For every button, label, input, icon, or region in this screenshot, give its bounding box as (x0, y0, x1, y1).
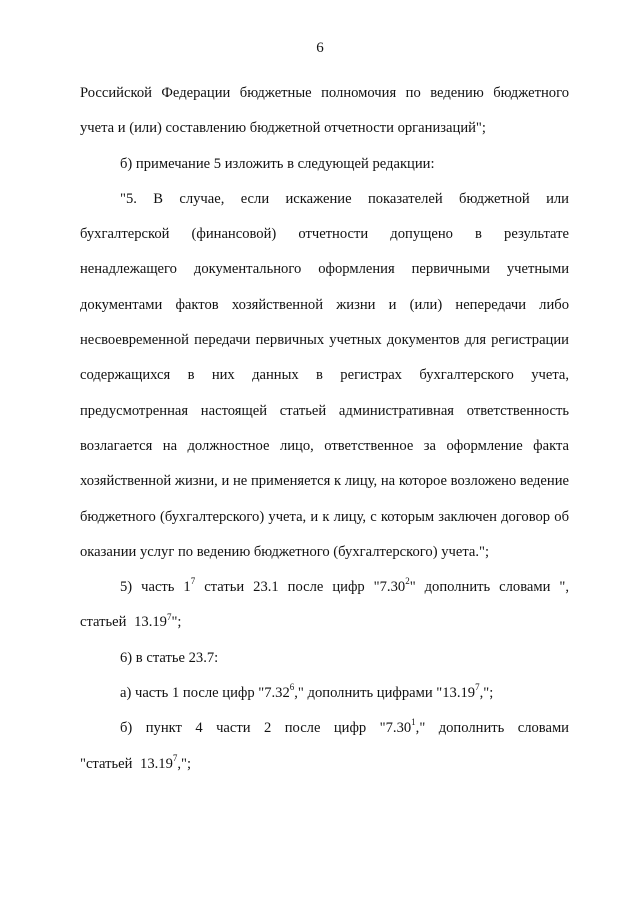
paragraph-note-5-text: "5. В случае, если искажение показателей бюджетной или бухгалтерской (финансовой) отчетности допущено в результате ненадлежащего документального оформления первичными учетными документами фактов хозяйственной жизни и (или) непередачи либо несвоевременной передачи первичных учетных документов для регистрации содержащихся в них данных в регистрах бухгалтерского учета, предусмотренная настоящей статьей административная ответственность возлагается на должностное лицо, ответственное за оформление факта хозяйственной жизни, и не применяется к лицу, на которое возложено ведение бюджетного (бухгалтерского) учета, и к лицу, с которым заключен договор об оказании услуг по ведению бюджетного (бухгалтерского) учета."; (80, 190, 569, 560)
superscript: 7 (166, 611, 172, 622)
text-fragment: статьи 23.1 после цифр "7.30 (195, 579, 406, 596)
text-fragment: ,"; (177, 755, 192, 772)
text-fragment: ," дополнить словами "статьей 13.19 (80, 720, 569, 772)
text-fragment: ," дополнить цифрами "13.19 (294, 685, 476, 702)
text-fragment: "; (171, 614, 182, 631)
paragraph-subitem-b (80, 711, 569, 782)
text-fragment: ,"; (479, 685, 494, 702)
paragraph-item-5 (80, 570, 569, 641)
text-fragment: " дополнить словами ", статьей 13.19 (80, 579, 570, 631)
page-number: 6 (316, 40, 324, 56)
superscript: 2 (405, 576, 410, 587)
paragraph-continuation: Российской Федерации бюджетные полномочия по ведению бюджетного учета и (или) составлению бюджетной отчетности организаций"; (80, 85, 569, 137)
document-body (80, 76, 569, 782)
paragraph-item-6: 6) в статье 23.7: (120, 649, 219, 666)
paragraph-note-amendment: б) примечание 5 изложить в следующей редакции: (120, 155, 435, 172)
superscript: 7 (172, 752, 178, 763)
text-fragment: 5) часть 1 (120, 579, 191, 596)
text-fragment: а) часть 1 после цифр "7.32 (120, 685, 290, 702)
superscript: 7 (475, 682, 480, 693)
superscript: 1 (411, 717, 416, 728)
superscript: 7 (190, 576, 196, 587)
paragraph-subitem-a (80, 676, 569, 711)
text-fragment: б) пункт 4 части 2 после цифр "7.30 (120, 720, 412, 737)
superscript: 6 (289, 682, 295, 693)
